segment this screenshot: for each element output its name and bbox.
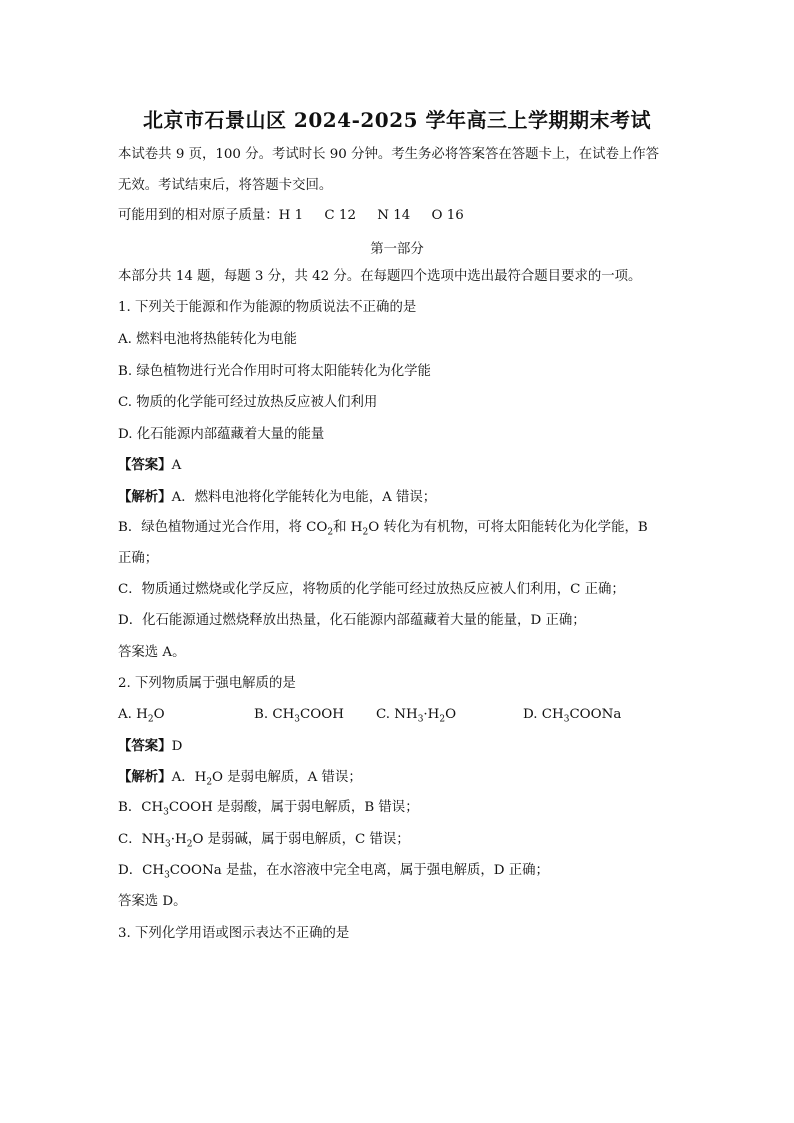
- q2-option-d: [523, 707, 622, 725]
- q2-analysis-b-sub: 3: [163, 807, 169, 818]
- intro-line-1: 本试卷共 9 页，100 分。考试时长 90 分钟。考生务必将答案答在答题卡上，在试卷上作答: [118, 147, 660, 162]
- q2-option-d-part2: COONa: [569, 707, 622, 722]
- q2-analysis-c-part3: O 是弱碱，属于弱电解质，C 错误；: [192, 832, 410, 847]
- q2-option-c-sub2: 2: [439, 714, 446, 725]
- q3-stem: 3. 下列化学用语或图示表达不正确的是: [118, 926, 350, 941]
- q2-analysis-a-sub: 2: [206, 777, 213, 788]
- q2-option-a-part1: A. H: [118, 707, 148, 722]
- q2-option-c-part2: ·H: [423, 707, 440, 722]
- q2-analysis-c-part1: C．NH: [118, 832, 166, 847]
- q1-answer-line: [118, 457, 181, 474]
- q1-option-b: B. 绿色植物进行光合作用时可将太阳能转化为化学能: [118, 364, 431, 379]
- q1-stem: 1. 下列关于能源和作为能源的物质说法不正确的是: [118, 300, 417, 315]
- q1-analysis-b-line: [118, 520, 648, 536]
- q2-option-d-sub: 3: [563, 714, 570, 725]
- q1-analysis-a-line: [118, 489, 436, 506]
- q2-answer-tag: 【答案】: [118, 738, 172, 754]
- q2-analysis-d-part2: COONa 是盐，在水溶液中完全电离，属于强电解质，D 正确；: [169, 863, 549, 878]
- q2-option-a-part2: O: [153, 707, 165, 722]
- q2-option-a-sub: 2: [147, 714, 154, 725]
- q2-analysis-c-sub2: 2: [186, 839, 193, 850]
- q2-conclusion: 答案选 D。: [118, 894, 187, 909]
- q1-analysis-b-sub2: 2: [362, 527, 369, 538]
- q1-analysis-a: A．燃料电池将化学能转化为电能，A 错误；: [171, 490, 437, 505]
- q1-analysis-d: D．化石能源通过燃烧释放出热量，化石能源内部蕴藏着大量的能量，D 正确；: [118, 613, 586, 628]
- q2-analysis-c-sub1: 3: [165, 839, 171, 850]
- q1-conclusion: 答案选 A。: [118, 645, 186, 660]
- q2-analysis-d-part1: D．CH: [118, 863, 165, 878]
- q2-option-c-part3: O: [445, 707, 457, 722]
- q1-option-d: D. 化石能源内部蕴藏着大量的能量: [118, 427, 325, 442]
- atomic-mass-line: 可能用到的相对原子质量：H 1 C 12 N 14 O 16: [118, 208, 464, 223]
- q2-analysis-b-line: [118, 800, 419, 816]
- q2-option-b-part2: COOH: [300, 707, 344, 722]
- intro-line-2: 无效。考试结束后，将答题卡交回。: [118, 178, 333, 193]
- q2-analysis-a-part1: A．H: [171, 770, 207, 785]
- q1-analysis-b-part3: O 转化为有机物，可将太阳能转化为化学能，B: [368, 520, 648, 535]
- q2-option-b: [254, 707, 344, 725]
- q2-option-d-part1: D. CH: [523, 707, 564, 722]
- q1-option-c: C. 物质的化学能可经过放热反应被人们利用: [118, 395, 378, 410]
- q1-answer-tag: 【答案】: [118, 457, 172, 473]
- q2-option-b-part1: B. CH: [254, 707, 295, 722]
- q2-analysis-d-line: [118, 863, 549, 879]
- q1-answer: A: [171, 458, 182, 473]
- q1-analysis-b-sub1: 2: [327, 527, 334, 538]
- q2-analysis-b-part2: COOH 是弱酸，属于弱电解质，B 错误；: [168, 800, 419, 815]
- q2-answer: D: [171, 739, 183, 754]
- q2-analysis-d-sub: 3: [164, 870, 170, 881]
- q2-option-c-part1: C. NH: [376, 707, 418, 722]
- q2-analysis-a-part2: O 是弱电解质，A 错误；: [212, 770, 362, 785]
- q2-answer-line: [118, 738, 182, 755]
- q1-analysis-b-part2: 和 H: [333, 520, 363, 535]
- q1-analysis-tag: 【解析】: [118, 489, 172, 505]
- q2-analysis-tag: 【解析】: [118, 769, 172, 785]
- q2-analysis-b-part1: B．CH: [118, 800, 164, 815]
- q1-option-a: A. 燃料电池将热能转化为电能: [118, 332, 297, 347]
- q2-analysis-c-part2: ·H: [170, 832, 187, 847]
- q2-option-c: [376, 707, 457, 725]
- q1-analysis-c: C．物质通过燃烧或化学反应，将物质的化学能可经过放热反应被人们利用，C 正确；: [118, 582, 625, 597]
- q2-stem: 2. 下列物质属于强电解质的是: [118, 676, 296, 691]
- q1-analysis-b-part1: B．绿色植物通过光合作用，将 CO: [118, 520, 328, 535]
- part-title: 第一部分: [370, 242, 424, 257]
- q2-option-c-sub1: 3: [417, 714, 424, 725]
- part-description: 本部分共 14 题，每题 3 分，共 42 分。在每题四个选项中选出最符合题目要求的一项。: [118, 269, 642, 284]
- q1-analysis-b-cont: 正确；: [118, 551, 159, 566]
- q2-option-a: [118, 707, 165, 725]
- exam-title: 北京市石景山区 2024-2025 学年高三上学期期末考试: [142, 108, 652, 132]
- q2-option-b-sub: 3: [294, 714, 301, 725]
- q2-analysis-c-line: [118, 832, 410, 848]
- q2-analysis-a-line: [118, 769, 362, 786]
